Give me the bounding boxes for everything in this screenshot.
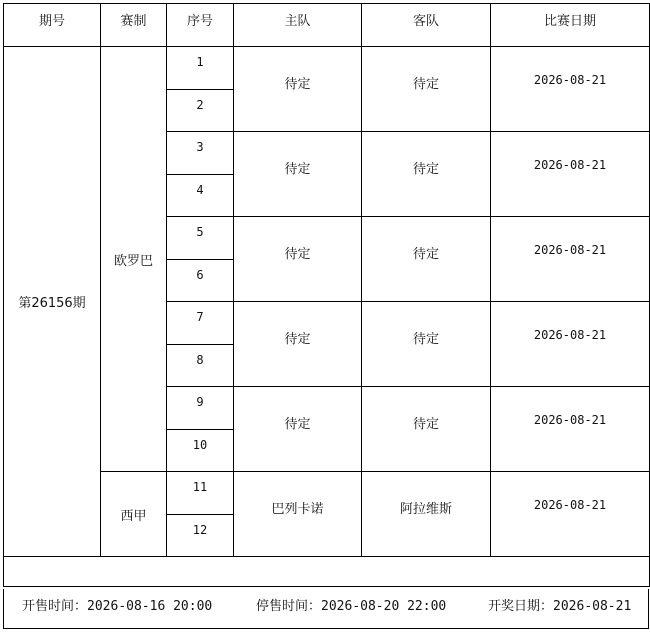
match-date-cell: 2026-08-21 (491, 472, 650, 557)
home-team-cell: 待定 (234, 302, 362, 387)
league-cell-spain: 西甲 (101, 472, 167, 557)
seq-cell: 11 (167, 472, 234, 515)
away-team-cell: 待定 (362, 302, 491, 387)
issue-cell: 第26156期 (4, 47, 101, 557)
seq-cell: 5 (167, 217, 234, 260)
header-date: 比赛日期 (491, 4, 650, 47)
header-seq: 序号 (167, 4, 234, 47)
seq-cell: 1 (167, 47, 234, 90)
header-home: 主队 (234, 4, 362, 47)
header-league: 赛制 (101, 4, 167, 47)
seq-cell: 2 (167, 90, 234, 132)
seq-cell: 12 (167, 515, 234, 557)
home-team-cell: 巴列卡诺 (234, 472, 362, 557)
sale-stop-label: 停售时间： (256, 599, 322, 614)
away-team-cell: 阿拉维斯 (362, 472, 491, 557)
seq-cell: 7 (167, 302, 234, 345)
seq-cell: 3 (167, 132, 234, 175)
away-team-cell: 待定 (362, 217, 491, 302)
header-away: 客队 (362, 4, 491, 47)
sales-info-footer (3, 589, 649, 629)
spacer-row (4, 557, 650, 587)
table-row (4, 472, 650, 515)
seq-cell: 8 (167, 345, 234, 387)
table-row (4, 47, 650, 90)
seq-cell: 6 (167, 260, 234, 302)
empty-cell (4, 557, 650, 587)
sale-start-value: 2026-08-16 20:00 (87, 599, 213, 614)
schedule-table (3, 3, 650, 587)
draw-date-value: 2026-08-21 (553, 599, 632, 614)
home-team-cell: 待定 (234, 387, 362, 472)
away-team-cell: 待定 (362, 132, 491, 217)
seq-cell: 4 (167, 175, 234, 217)
match-date-cell: 2026-08-21 (491, 302, 650, 387)
header-issue: 期号 (4, 4, 101, 47)
seq-cell: 9 (167, 387, 234, 430)
match-date-cell: 2026-08-21 (491, 47, 650, 132)
home-team-cell: 待定 (234, 132, 362, 217)
match-date-cell: 2026-08-21 (491, 387, 650, 472)
sale-start (22, 595, 212, 614)
away-team-cell: 待定 (362, 47, 491, 132)
league-cell-europe: 欧罗巴 (101, 47, 167, 472)
match-date-cell: 2026-08-21 (491, 217, 650, 302)
home-team-cell: 待定 (234, 217, 362, 302)
seq-cell: 10 (167, 430, 234, 472)
away-team-cell: 待定 (362, 387, 491, 472)
sale-stop (256, 595, 446, 614)
sale-stop-value: 2026-08-20 22:00 (321, 599, 447, 614)
header-row (4, 4, 650, 47)
draw-date-label: 开奖日期： (488, 599, 554, 614)
sale-start-label: 开售时间： (22, 599, 88, 614)
match-date-cell: 2026-08-21 (491, 132, 650, 217)
draw-date (488, 595, 631, 614)
home-team-cell: 待定 (234, 47, 362, 132)
